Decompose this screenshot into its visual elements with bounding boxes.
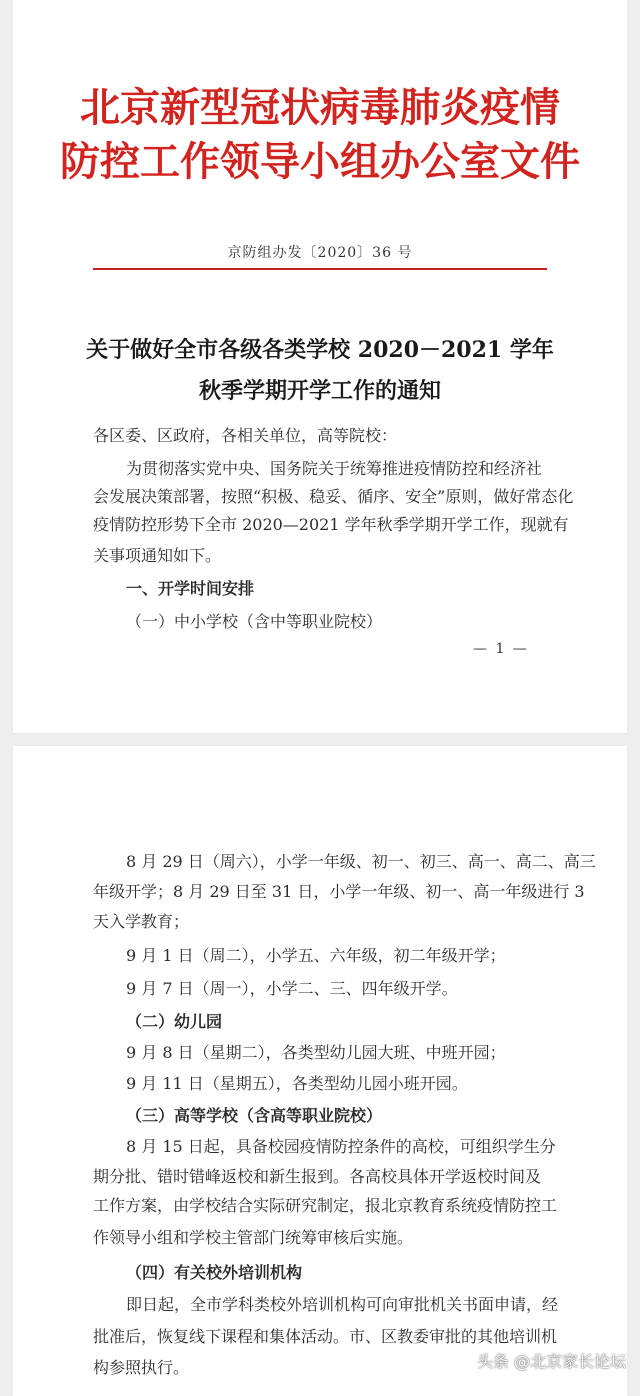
addressee: 各区委、区政府，各相关单位，高等院校：: [93, 426, 398, 445]
subsection-heading: （三）高等学校（含高等职业院校）: [126, 1106, 383, 1125]
body-line: 批准后，恢复线下课程和集体活动。市、区教委审批的其他培训机: [93, 1327, 558, 1346]
document-page-1: [13, 0, 627, 733]
body-line: 9 月 8 日（星期二），各类型幼儿园大班、中班开园；: [126, 1043, 506, 1062]
subsection-heading: （一）中小学校（含中等职业院校）: [126, 612, 383, 631]
document-number: 京防组办发〔2020〕36 号: [227, 245, 413, 261]
intro-line: 为贯彻落实党中央、国务院关于统筹推进疫情防控和经济社: [126, 459, 543, 478]
body-line: 9 月 11 日（星期五），各类型幼儿园小班开园。: [126, 1074, 468, 1093]
red-divider: [93, 268, 547, 270]
document-header-line-2: 防控工作领导小组办公室文件: [60, 138, 580, 185]
body-line: 期分批、错时错峰返校和新生报到。各高校具体开学返校时间及: [93, 1167, 542, 1186]
body-line: 工作方案，由学校结合实际研究制定，报北京教育系统疫情防控工: [93, 1196, 558, 1215]
notice-title-line-1: 关于做好全市各级各类学校 2020－2021 学年: [86, 337, 554, 363]
body-line: 即日起，全市学科类校外培训机构可向审批机关书面申请，经: [126, 1295, 559, 1314]
body-line: 9 月 7 日（周一），小学二、三、四年级开学。: [126, 979, 458, 998]
page-number: — 1 —: [473, 641, 529, 657]
intro-line: 疫情防控形势下全市 2020—2021 学年秋季学期开学工作，现就有: [93, 515, 569, 534]
section-heading: 一、开学时间安排: [126, 579, 255, 598]
subsection-heading: （四）有关校外培训机构: [126, 1263, 303, 1282]
intro-line: 关事项通知如下。: [93, 546, 222, 565]
document-header-line-1: 北京新型冠状病毒肺炎疫情: [80, 84, 560, 131]
body-line: 年级开学；8 月 29 日至 31 日，小学一年级、初一、高一年级进行 3: [93, 882, 585, 901]
body-line: 作领导小组和学校主管部门统筹审核后实施。: [93, 1228, 414, 1247]
document-page-2: [13, 746, 627, 1396]
notice-title-line-2: 秋季学期开学工作的通知: [198, 378, 441, 404]
watermark: 头条 @北京家长论坛: [476, 1352, 626, 1371]
body-line: 天入学教育；: [93, 912, 190, 931]
body-line: 9 月 1 日（周二），小学五、六年级，初二年级开学；: [126, 946, 506, 965]
subsection-heading: （二）幼儿园: [126, 1012, 223, 1031]
body-line: 构参照执行。: [93, 1358, 190, 1377]
body-line: 8 月 15 日起，具备校园疫情防控条件的高校，可组织学生分: [126, 1137, 556, 1156]
body-line: 8 月 29 日（周六），小学一年级、初一、初三、高一、高二、高三: [126, 852, 596, 871]
intro-line: 会发展决策部署，按照“积极、稳妥、循序、安全”原则，做好常态化: [93, 487, 574, 506]
